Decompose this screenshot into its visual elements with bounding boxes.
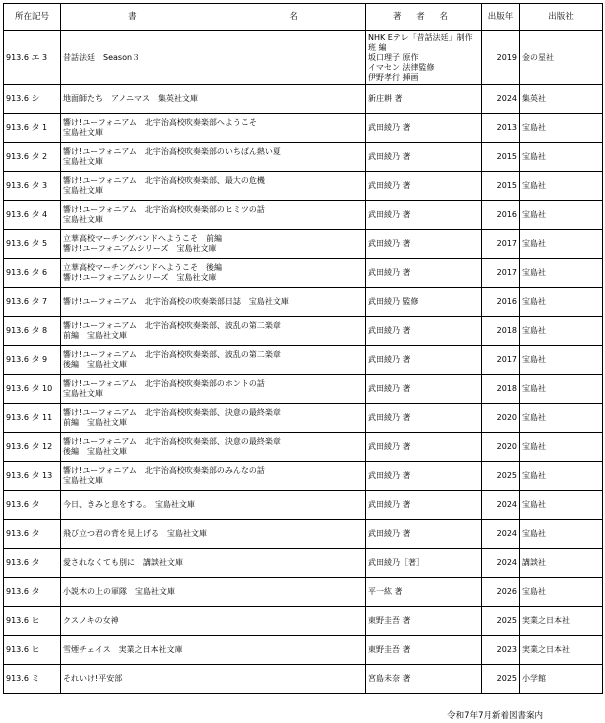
- publisher-cell: 宝島社: [520, 114, 603, 143]
- table-row: [4, 201, 603, 230]
- header-author: 著 者 名: [366, 4, 482, 31]
- table-body: [4, 31, 603, 694]
- author-cell: 武田綾乃 著: [366, 491, 482, 520]
- publisher-cell: 宝島社: [520, 172, 603, 201]
- table-row: [4, 114, 603, 143]
- table-row: [4, 549, 603, 578]
- table-row: [4, 288, 603, 317]
- year-cell: 2018: [482, 375, 520, 404]
- author-cell: 武田綾乃 著: [366, 230, 482, 259]
- author-cell: 平一紘 著: [366, 578, 482, 607]
- author-cell: 武田綾乃 著: [366, 520, 482, 549]
- year-cell: 2015: [482, 172, 520, 201]
- publisher-cell: 宝島社: [520, 259, 603, 288]
- author-cell: 武田綾乃 著: [366, 346, 482, 375]
- call-number-cell: 913.6 タ 7: [4, 288, 61, 317]
- year-cell: 2024: [482, 491, 520, 520]
- year-cell: 2013: [482, 114, 520, 143]
- author-cell: 武田綾乃［著］: [366, 549, 482, 578]
- table-row: [4, 520, 603, 549]
- publisher-cell: 宝島社: [520, 288, 603, 317]
- author-cell: 武田綾乃 著: [366, 201, 482, 230]
- author-cell: 東野圭吾 著: [366, 636, 482, 665]
- call-number-cell: 913.6 タ 2: [4, 143, 61, 172]
- title-cell: 愛されなくても別に 講談社文庫: [61, 549, 366, 578]
- year-cell: 2025: [482, 665, 520, 694]
- table-row: [4, 346, 603, 375]
- year-cell: 2025: [482, 462, 520, 491]
- author-cell: 武田綾乃 監修: [366, 288, 482, 317]
- publisher-cell: 宝島社: [520, 462, 603, 491]
- call-number-cell: 913.6 シ: [4, 85, 61, 114]
- table-row: [4, 607, 603, 636]
- call-number-cell: 913.6 タ 9: [4, 346, 61, 375]
- call-number-cell: 913.6 ミ: [4, 665, 61, 694]
- author-cell: 東野圭吾 著: [366, 607, 482, 636]
- table-row: [4, 636, 603, 665]
- title-cell: それいけ!平安部: [61, 665, 366, 694]
- title-cell: 今日、きみと息をする。 宝島社文庫: [61, 491, 366, 520]
- year-cell: 2017: [482, 230, 520, 259]
- title-cell: 響け!ユーフォニアム 北宇治高校吹奏楽部、波乱の第二楽章 前編 宝島社文庫: [61, 317, 366, 346]
- table-row: [4, 317, 603, 346]
- title-cell: 立華高校マーチングバンドへようこそ 後編 響け!ユーフォニアムシリーズ 宝島社文庫: [61, 259, 366, 288]
- year-cell: 2015: [482, 143, 520, 172]
- publisher-cell: 宝島社: [520, 578, 603, 607]
- year-cell: 2016: [482, 201, 520, 230]
- publisher-cell: 宝島社: [520, 520, 603, 549]
- table-row: [4, 172, 603, 201]
- publisher-cell: 集英社: [520, 85, 603, 114]
- title-cell: 響け!ユーフォニアム 北宇治高校吹奏楽部、決意の最終楽章 後編 宝島社文庫: [61, 433, 366, 462]
- header-call-number: 所在記号: [4, 4, 61, 31]
- call-number-cell: 913.6 ヒ: [4, 636, 61, 665]
- table-row: [4, 31, 603, 85]
- year-cell: 2020: [482, 404, 520, 433]
- table-row: [4, 462, 603, 491]
- author-cell: 武田綾乃 著: [366, 259, 482, 288]
- publisher-cell: 宝島社: [520, 346, 603, 375]
- call-number-cell: 913.6 ヒ: [4, 607, 61, 636]
- header-publisher: 出版社: [520, 4, 603, 31]
- publisher-cell: 講談社: [520, 549, 603, 578]
- call-number-cell: 913.6 タ 1: [4, 114, 61, 143]
- header-title: [61, 4, 366, 31]
- title-cell: 響け!ユーフォニアム 北宇治高校吹奏楽部のヒミツの話 宝島社文庫: [61, 201, 366, 230]
- call-number-cell: 913.6 タ 8: [4, 317, 61, 346]
- header-title-left: 書: [128, 12, 137, 22]
- year-cell: 2017: [482, 259, 520, 288]
- title-cell: 地面師たち アノニマス 集英社文庫: [61, 85, 366, 114]
- year-cell: 2020: [482, 433, 520, 462]
- title-cell: 昔話法廷 Season３: [61, 31, 366, 85]
- table-row: [4, 375, 603, 404]
- title-cell: 響け!ユーフォニアム 北宇治高校吹奏楽部のホントの話 宝島社文庫: [61, 375, 366, 404]
- call-number-cell: 913.6 タ 5: [4, 230, 61, 259]
- publisher-cell: 宝島社: [520, 491, 603, 520]
- publisher-cell: 宝島社: [520, 201, 603, 230]
- table-row: [4, 665, 603, 694]
- publisher-cell: 実業之日本社: [520, 607, 603, 636]
- publisher-cell: 宝島社: [520, 317, 603, 346]
- header-title-right: 名: [289, 12, 298, 22]
- title-cell: 雪煙チェイス 実業之日本社文庫: [61, 636, 366, 665]
- publisher-cell: 実業之日本社: [520, 636, 603, 665]
- call-number-cell: 913.6 タ 10: [4, 375, 61, 404]
- new-books-table: [3, 3, 603, 694]
- table-row: [4, 230, 603, 259]
- table-row: [4, 259, 603, 288]
- call-number-cell: 913.6 タ: [4, 578, 61, 607]
- year-cell: 2024: [482, 85, 520, 114]
- publisher-cell: 宝島社: [520, 230, 603, 259]
- call-number-cell: 913.6 タ: [4, 491, 61, 520]
- author-cell: 新庄耕 著: [366, 85, 482, 114]
- author-cell: 武田綾乃 著: [366, 114, 482, 143]
- author-cell: 武田綾乃 著: [366, 462, 482, 491]
- year-cell: 2024: [482, 520, 520, 549]
- call-number-cell: 913.6 タ: [4, 549, 61, 578]
- publisher-cell: 宝島社: [520, 375, 603, 404]
- author-cell: 宮島未奈 著: [366, 665, 482, 694]
- table-row: [4, 143, 603, 172]
- call-number-cell: 913.6 タ 3: [4, 172, 61, 201]
- title-cell: 響け!ユーフォニアム 北宇治高校吹奏楽部のいちばん熱い夏 宝島社文庫: [61, 143, 366, 172]
- title-cell: 立華高校マーチングバンドへようこそ 前編 響け!ユーフォニアムシリーズ 宝島社文庫: [61, 230, 366, 259]
- title-cell: 響け!ユーフォニアム 北宇治高校吹奏楽部のみんなの話 宝島社文庫: [61, 462, 366, 491]
- title-cell: クスノキの女神: [61, 607, 366, 636]
- year-cell: 2019: [482, 31, 520, 85]
- year-cell: 2026: [482, 578, 520, 607]
- publisher-cell: 宝島社: [520, 433, 603, 462]
- table-row: [4, 491, 603, 520]
- call-number-cell: 913.6 エ 3: [4, 31, 61, 85]
- year-cell: 2017: [482, 346, 520, 375]
- header-year: 出版年: [482, 4, 520, 31]
- publisher-cell: 金の星社: [520, 31, 603, 85]
- call-number-cell: 913.6 タ 11: [4, 404, 61, 433]
- table-row: [4, 85, 603, 114]
- title-cell: 飛び立つ君の背を見上げる 宝島社文庫: [61, 520, 366, 549]
- call-number-cell: 913.6 タ: [4, 520, 61, 549]
- publisher-cell: 宝島社: [520, 143, 603, 172]
- year-cell: 2024: [482, 549, 520, 578]
- author-cell: 武田綾乃 著: [366, 433, 482, 462]
- publisher-cell: 宝島社: [520, 404, 603, 433]
- table-row: [4, 578, 603, 607]
- title-cell: 小説木の上の軍隊 宝島社文庫: [61, 578, 366, 607]
- author-cell: 武田綾乃 著: [366, 143, 482, 172]
- year-cell: 2018: [482, 317, 520, 346]
- call-number-cell: 913.6 タ 6: [4, 259, 61, 288]
- year-cell: 2025: [482, 607, 520, 636]
- publisher-cell: 小学館: [520, 665, 603, 694]
- author-cell: NHK Eテレ「昔話法廷」制作班 編 坂口理子 原作 イマセン 法律監修 伊野孝行 挿画: [366, 31, 482, 85]
- title-cell: 響け!ユーフォニアム 北宇治高校吹奏楽部、波乱の第二楽章 後編 宝島社文庫: [61, 346, 366, 375]
- author-cell: 武田綾乃 著: [366, 375, 482, 404]
- author-cell: 武田綾乃 著: [366, 404, 482, 433]
- year-cell: 2023: [482, 636, 520, 665]
- title-cell: 響け!ユーフォニアム 北宇治高校の吹奏楽部日誌 宝島社文庫: [61, 288, 366, 317]
- footer-note: 令和7年7月新着図書案内: [447, 711, 543, 721]
- author-cell: 武田綾乃 著: [366, 317, 482, 346]
- table-row: [4, 404, 603, 433]
- call-number-cell: 913.6 タ 12: [4, 433, 61, 462]
- call-number-cell: 913.6 タ 13: [4, 462, 61, 491]
- header-row: [4, 4, 603, 31]
- year-cell: 2016: [482, 288, 520, 317]
- call-number-cell: 913.6 タ 4: [4, 201, 61, 230]
- title-cell: 響け!ユーフォニアム 北宇治高校吹奏楽部、最大の危機 宝島社文庫: [61, 172, 366, 201]
- table-row: [4, 433, 603, 462]
- title-cell: 響け!ユーフォニアム 北宇治高校吹奏楽部へようこそ 宝島社文庫: [61, 114, 366, 143]
- title-cell: 響け!ユーフォニアム 北宇治高校吹奏楽部、決意の最終楽章 前編 宝島社文庫: [61, 404, 366, 433]
- author-cell: 武田綾乃 著: [366, 172, 482, 201]
